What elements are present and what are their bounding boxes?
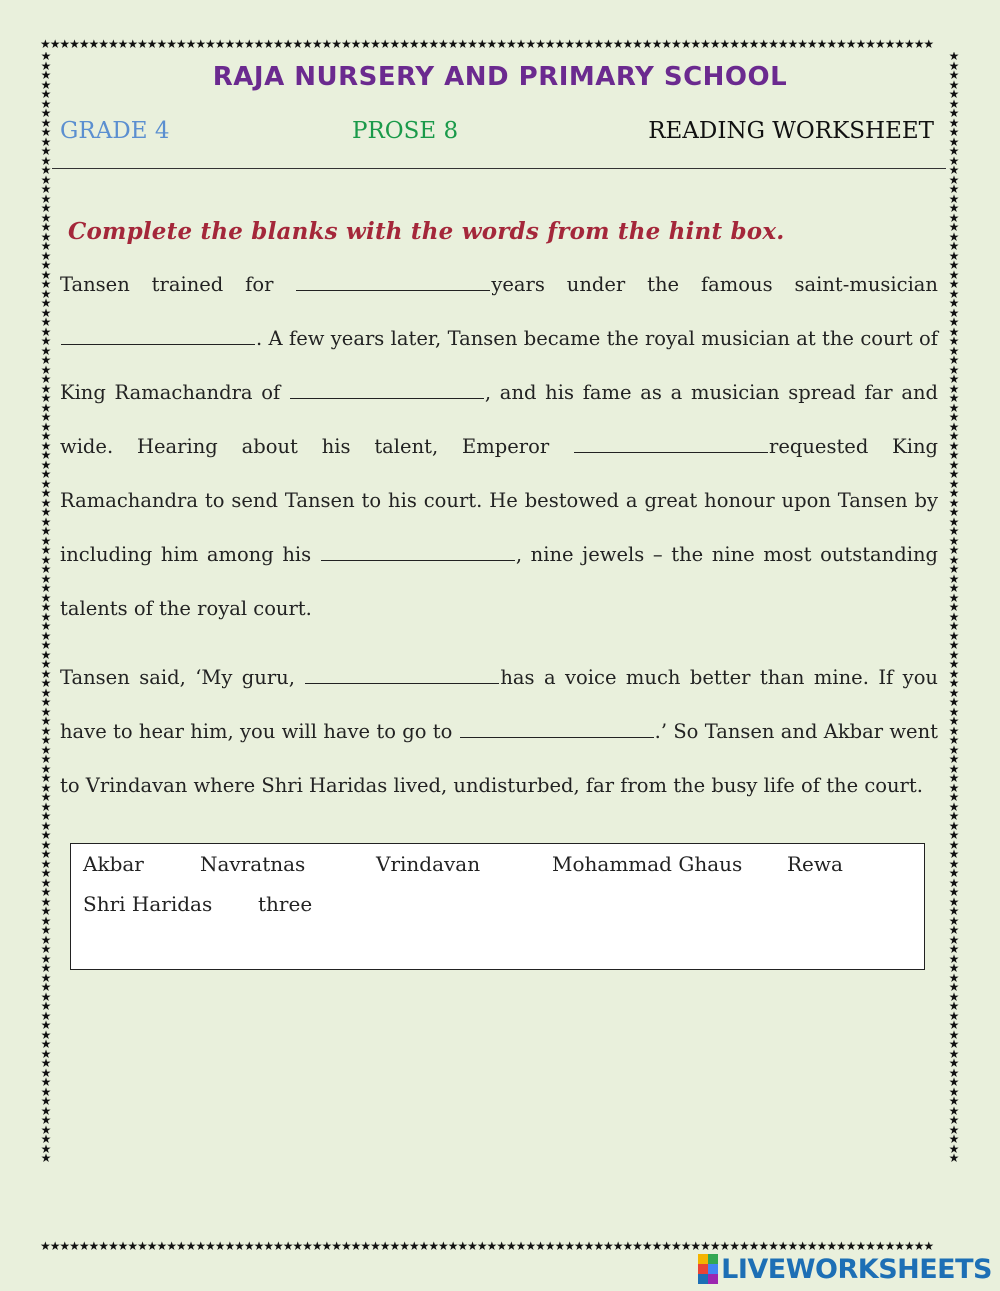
liveworksheets-logo[interactable] xyxy=(698,1253,992,1285)
paragraph-2 xyxy=(60,651,938,813)
paragraph-1-text: Tansen trained for xyxy=(60,273,296,296)
hint-word: Mohammad Ghaus xyxy=(552,852,743,876)
hint-word: three xyxy=(258,892,313,916)
blank-input-5[interactable] xyxy=(321,540,515,561)
grade-label: GRADE 4 xyxy=(60,118,170,144)
paragraph-1-text: , nine jewels – the nine most outstanding talents of the royal court. xyxy=(60,543,938,620)
school-title: RAJA NURSERY AND PRIMARY SCHOOL xyxy=(212,62,788,92)
star-border-left: ★★★★★★★★★★★★★★★★★★★★★★★★★★★★★★★★★★★★★★★★★★★★★★★★★★★★★★★★★★★★★★★★★★★★★★★★★★★★★★★★★★★★★★★★★★★★★★★★★★★★★★★★★★★★★★★★★★★★★ xyxy=(40,52,52,1165)
hint-word: Akbar xyxy=(83,852,144,876)
paragraph-1 xyxy=(60,258,938,636)
blank-input-7[interactable] xyxy=(460,717,654,738)
instruction-text: Complete the blanks with the words from the hint box. xyxy=(68,218,785,245)
paragraph-2-text: Tansen said, ‘My guru, xyxy=(60,666,305,689)
logo-grid-icon xyxy=(698,1254,718,1284)
blank-input-2[interactable] xyxy=(61,324,255,345)
worksheet-label: READING WORKSHEET xyxy=(648,118,934,144)
paragraph-1-text: , and his fame as a musician spread far and wide. Hearing about his talent, Emperor xyxy=(60,381,939,458)
hint-word: Vrindavan xyxy=(376,852,481,876)
paragraph-1-text: requested King Ramachandra to send Tansen to his court. He bestowed a great honour upon Tansen by including him among his xyxy=(60,435,938,566)
hint-word: Rewa xyxy=(787,852,843,876)
hint-box xyxy=(70,843,925,970)
blank-input-4[interactable] xyxy=(574,432,768,453)
hint-word: Shri Haridas xyxy=(83,892,213,916)
paragraph-1-text: . A few years later, Tansen became the royal musician at the court of King Ramachandra of xyxy=(60,327,938,404)
logo-text: LIVEWORKSHEETS xyxy=(721,1253,992,1285)
star-border-bottom: ★★★★★★★★★★★★★★★★★★★★★★★★★★★★★★★★★★★★★★★★★★★★★★★★★★★★★★★★★★★★★★★★★★★★★★★★★★★★★★★★★★★★★★★★★★★★ xyxy=(40,1239,934,1253)
blank-input-3[interactable] xyxy=(290,378,484,399)
paragraph-2-text: has a voice much better than mine. If you have to hear him, you will have to go to xyxy=(60,666,938,743)
header-divider xyxy=(52,168,946,169)
paragraph-2-text: .’ So Tansen and Akbar went to Vrindavan where Shri Haridas lived, undisturbed, far from the busy life of the court. xyxy=(60,720,938,797)
paragraph-1-text: years under the famous saint-musician xyxy=(491,273,938,296)
star-border-top: ★★★★★★★★★★★★★★★★★★★★★★★★★★★★★★★★★★★★★★★★★★★★★★★★★★★★★★★★★★★★★★★★★★★★★★★★★★★★★★★★★★★★★★★★★★★★ xyxy=(40,37,934,51)
star-border-right: ★★★★★★★★★★★★★★★★★★★★★★★★★★★★★★★★★★★★★★★★★★★★★★★★★★★★★★★★★★★★★★★★★★★★★★★★★★★★★★★★★★★★★★★★★★★★★★★★★★★★★★★★★★★★★★★★★★★★★ xyxy=(948,52,960,1165)
blank-input-6[interactable] xyxy=(305,663,499,684)
prose-label: PROSE 8 xyxy=(352,118,459,144)
hint-word: Navratnas xyxy=(200,852,306,876)
blank-input-1[interactable] xyxy=(296,270,490,291)
